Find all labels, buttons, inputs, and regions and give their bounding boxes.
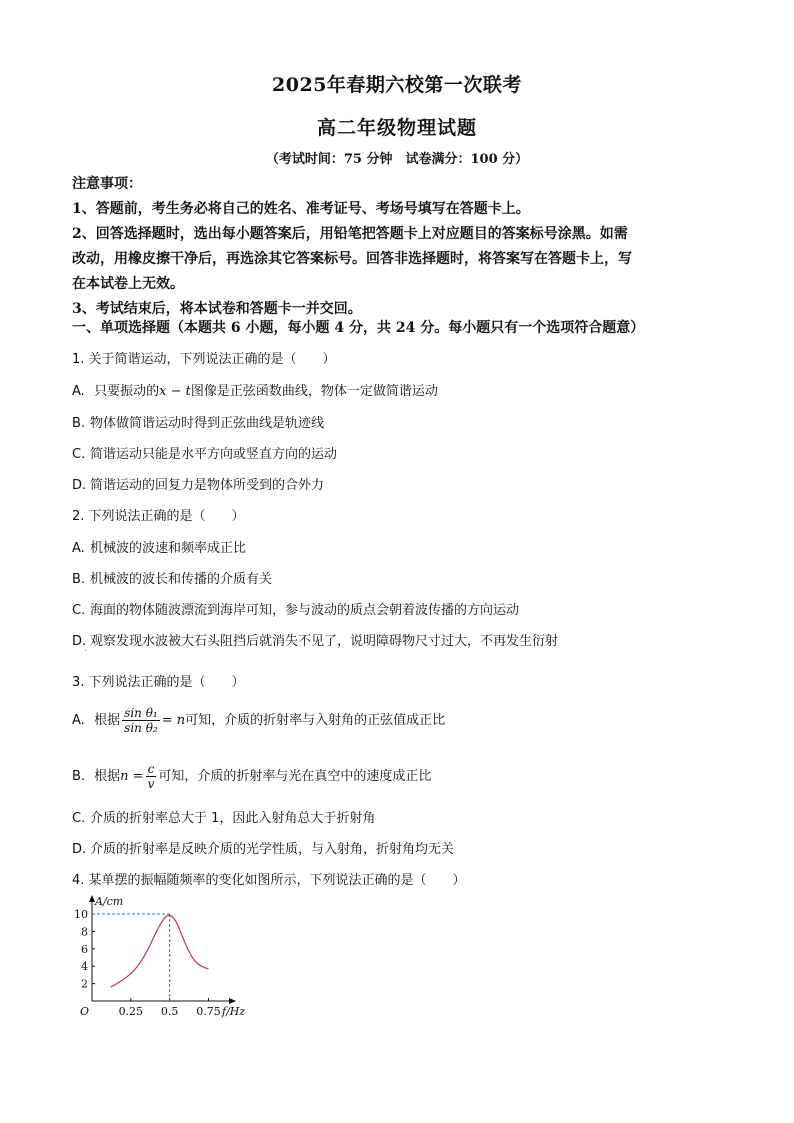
question-3-option-d[interactable] xyxy=(72,838,454,857)
question-4-stem: 4. 某单摆的振幅随频率的变化如图所示，下列说法正确的是（ ） xyxy=(72,873,466,888)
note-line: 3、考试结束后，将本试卷和答题卡一并交回。 xyxy=(72,301,362,317)
notes-block xyxy=(72,172,724,322)
question-2-option-b[interactable] xyxy=(72,568,272,587)
note-line: 在本试卷上无效。 xyxy=(72,276,184,292)
question-1-option-a[interactable] xyxy=(72,380,438,399)
note-line: 1、答题前，考生务必将自己的姓名、准考证号、考场号填写在答题卡上。 xyxy=(72,201,530,217)
exam-title: 2025年春期六校第一次联考 xyxy=(272,74,522,96)
question-1-option-d[interactable] xyxy=(72,474,324,493)
x-tick-label: 0.5 xyxy=(160,1005,179,1018)
option-text: 观察发现水波被大石头阻挡后就消失不见了，说明障碍物尺寸过大，不再发生衍射 xyxy=(90,634,559,649)
question-3-option-b[interactable] xyxy=(72,762,431,791)
option-label: B. xyxy=(72,416,86,431)
option-text: 机械波的波长和传播的介质有关 xyxy=(90,572,273,587)
fraction-denominator: v xyxy=(147,777,155,791)
y-tick-label: 6 xyxy=(81,942,88,956)
note-line: 改动，用橡皮擦干净后，再选涂其它答案标号。回答非选择题时，将答案写在答题卡上，写 xyxy=(72,251,632,267)
y-tick-label: 4 xyxy=(81,960,88,974)
option-text: 图像是正弦函数曲线，物体一定做简谐运动 xyxy=(190,384,438,399)
option-label: C. xyxy=(72,603,86,618)
y-tick-label: 8 xyxy=(81,925,88,939)
question-2-option-a[interactable] xyxy=(72,537,246,556)
origin-label: O xyxy=(80,1005,90,1018)
question-1-option-c[interactable] xyxy=(72,443,337,462)
option-text: 简谐运动的回复力是物体所受到的合外力 xyxy=(90,478,325,493)
fraction-numerator: sin θ₁ xyxy=(124,706,158,720)
x-tick-label: 0.75 xyxy=(196,1005,221,1018)
option-label: B. xyxy=(72,572,86,587)
fraction-numerator: c xyxy=(146,762,157,777)
x-tick-label: 0.25 xyxy=(118,1005,144,1018)
y-tick-label: 10 xyxy=(74,908,88,922)
sine-ratio-fraction xyxy=(122,706,160,735)
option-text: 物体做简谐运动时得到正弦曲线是轨迹线 xyxy=(90,416,325,431)
resonance-curve xyxy=(111,915,209,987)
option-label: C. xyxy=(72,447,86,462)
y-tick-label: 2 xyxy=(81,977,88,991)
option-text: 可知，介质的折射率与光在真空中的速度成正比 xyxy=(158,769,432,784)
chart-axes xyxy=(89,895,236,1004)
option-text: 可知，介质的折射率与入射角的正弦值成正比 xyxy=(185,713,446,728)
chart-guides xyxy=(92,914,170,1001)
option-text: 根据 xyxy=(94,713,121,728)
question-2-stem: 2. 下列说法正确的是（ ） xyxy=(72,509,245,524)
notes-heading: 注意事项： xyxy=(72,176,142,192)
note-line: 2、回答选择题时，选出每小题答案后，用铅笔把答题卡上对应题目的答案标号涂黑。如需 xyxy=(72,226,628,242)
option-text: 机械波的波速和频率成正比 xyxy=(90,541,247,556)
section-heading: 一、单项选择题（本题共 6 小题，每小题 4 分，共 24 分。每小题只有一个选项符合题意） xyxy=(72,320,645,336)
option-text: 海面的物体随波漂流到海岸可知，参与波动的质点会朝着波传播的方向运动 xyxy=(90,603,520,618)
chart-labels xyxy=(74,895,245,1018)
question-3-stem: 3. 下列说法正确的是（ ） xyxy=(72,675,245,690)
question-2-option-d[interactable] xyxy=(72,630,558,649)
amplitude-frequency-chart xyxy=(72,893,246,1021)
option-text: 根据 xyxy=(94,769,121,784)
math-equals-n: = n xyxy=(161,713,186,728)
option-text: 介质的折射率总大于 1，因此入射角总大于折射角 xyxy=(90,811,376,826)
option-label: D. xyxy=(72,842,87,857)
math-n-equals: n = xyxy=(120,769,144,784)
exam-subtitle: 高二年级物理试题 xyxy=(316,117,477,139)
x-axis-label: f/Hz xyxy=(222,1005,246,1018)
option-label: B. xyxy=(72,769,86,784)
x-axis-arrow xyxy=(229,998,236,1004)
option-label: C. xyxy=(72,811,86,826)
option-text: 简谐运动只能是水平方向或竖直方向的运动 xyxy=(90,447,338,462)
stray-dot: · xyxy=(84,646,87,656)
option-label: A. xyxy=(72,384,85,399)
option-label: A. xyxy=(72,541,85,556)
question-2-option-c[interactable] xyxy=(72,599,519,618)
y-axis-label: A/cm xyxy=(95,895,124,908)
fraction-denominator: sin θ₂ xyxy=(124,721,158,735)
question-1-stem: 1. 关于简谐运动，下列说法正确的是（ ） xyxy=(72,352,336,367)
option-label: D. xyxy=(72,478,87,493)
chart-series xyxy=(111,915,209,987)
option-label: A. xyxy=(72,713,85,728)
question-1-option-b[interactable] xyxy=(72,412,324,431)
math-x-t: x − t xyxy=(159,384,191,399)
option-text: 介质的折射率是反映介质的光学性质，与入射角，折射角均无关 xyxy=(90,842,455,857)
question-3-option-a[interactable] xyxy=(72,706,445,735)
question-3-option-c[interactable] xyxy=(72,807,375,826)
option-text: 只要振动的 xyxy=(94,384,160,399)
c-over-v-fraction xyxy=(146,762,157,791)
exam-info: （考试时间：75 分钟 试卷满分：100 分） xyxy=(265,152,529,167)
option-label: D. xyxy=(72,634,87,649)
